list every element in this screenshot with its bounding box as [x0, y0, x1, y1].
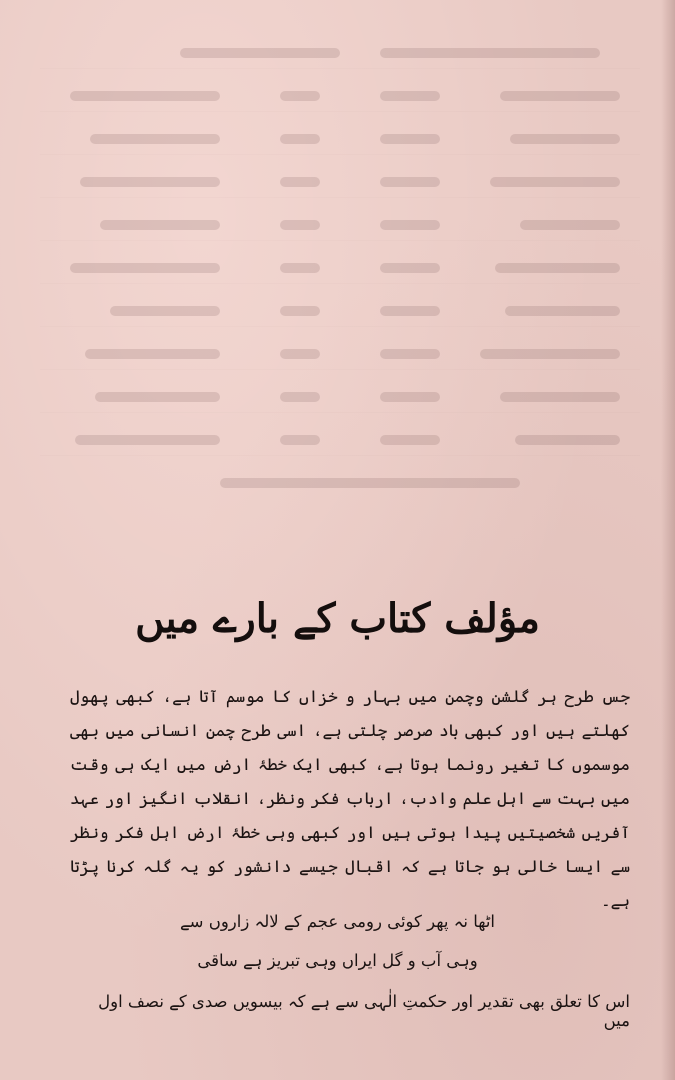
page-edge-shadow [661, 0, 675, 1080]
intro-paragraph: جس طرح ہر گلشن وچمن میں بہار و خزاں کا موسم آتا ہے، کبھی پھول کھلتے ہیں اور کبھی باد صرصر چلتی ہے، اسی طرح چمن انسانی میں بھی موسموں کا تغیر رونما ہوتا ہے، کبھی ایک خطۂ ارض میں ایک ہی وقت میں بہت سے اہل علم وادب، ارباب فکر ونظر، انقلاب انگیز اور عہد آفریں شخصیتیں پیدا ہوتی ہیں اور کبھی وہی خطۂ ارض اہل فکر ونظر سے ایسا خالی ہو جاتا ہے کہ اقبال جیسے دانشور کو یہ گلہ کرنا پڑتا ہے۔ [70, 687, 630, 910]
continuation-line: اس کا تعلق بھی تقدیر اور حکمتِ الٰہی سے ہے کہ بیسویں صدی کے نصف اول میں [98, 992, 630, 1030]
page-heading: مؤلف کتاب کے بارے میں [135, 595, 540, 642]
verse-line-1: اٹھا نہ پھر کوئی رومی عجم کے لالہ زاروں سے [179, 912, 496, 931]
verse-line-2: وہی آب و گل ایراں وہی تبریز ہے ساقی [197, 951, 478, 970]
bleed-through-text [40, 40, 640, 560]
